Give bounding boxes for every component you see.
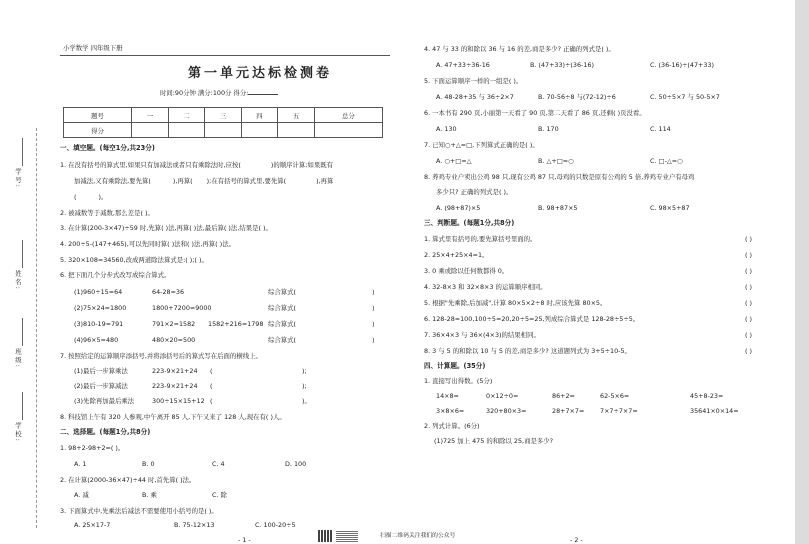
page-number-left: - 1 - xyxy=(238,536,251,544)
choice-option: B. 170 xyxy=(538,125,559,133)
score-input-cell[interactable] xyxy=(314,123,382,138)
calc-item: 62-5×6= xyxy=(600,392,630,400)
judge-bracket[interactable]: ( ) xyxy=(745,331,753,339)
calc-question-1: 1. 直接写出得数。(5分) xyxy=(424,377,493,385)
qr-code-icon xyxy=(336,530,358,542)
q6-step: 1800+7200=9000 xyxy=(152,304,212,312)
q6-label: 综合算式( xyxy=(268,288,297,296)
qr-code-icon xyxy=(318,530,332,542)
calc-item: 86+2= xyxy=(552,392,575,400)
judge-item: 7. 36×4×3 与 36×(4×3)的结果相同。 xyxy=(424,331,540,339)
calc-item: 28+7×7= xyxy=(552,407,585,415)
judge-bracket[interactable]: ( ) xyxy=(745,235,753,243)
calc-item: 35641×0×14= xyxy=(690,407,739,415)
q7-bracket: ( xyxy=(210,382,213,390)
choice-option: C. 98×5+87 xyxy=(650,204,690,212)
question-fill-2: 2. 被减数等于减数,那么差是( )。 xyxy=(60,209,154,217)
choice-option: B. 乘 xyxy=(142,491,157,499)
side-line xyxy=(22,138,23,166)
choice-option: B. △+□=○ xyxy=(538,157,574,165)
page-title: 第一单元达标检测卷 xyxy=(187,66,332,81)
question-choice-1: 1. 98+2-98+2=( )。 xyxy=(60,444,125,452)
q7-instruction: (2)最后一步算减法 xyxy=(74,382,128,390)
judge-item: 6. 128-28=100,100÷5=20,20÷5=25,列成综合算式是 128-28÷5÷5。 xyxy=(424,315,640,323)
choice-option: A. 25×17-7 xyxy=(74,521,111,529)
question-choice-4: 4. 47 与 33 的和除以 36 与 16 的差,商是多少? 正确的列式是( )。 xyxy=(424,45,615,53)
q6-step: (3)810-19=791 xyxy=(74,320,124,328)
question-choice-6: 6. 一本书有 290 页,小丽第一天看了 90 页,第二天看了 86 页,还剩( )页没看。 xyxy=(424,109,646,117)
q7-bracket: ); xyxy=(302,382,307,390)
choice-option: A. ○+□=△ xyxy=(436,157,472,165)
question-choice-2: 2. 在计算(2000-36×47)÷44 时,首先算( )法。 xyxy=(60,476,196,484)
score-cell: 得分 xyxy=(64,123,132,138)
choice-option: B. 70-56÷8 与(72-12)÷6 xyxy=(538,93,616,101)
question-fill-4: 4. 200÷5-(147+465),可以先同时算( )法和( )法,再算( )法。 xyxy=(60,240,235,248)
question-choice-8-cont: 多少只? 正确的列式是( )。 xyxy=(436,188,513,196)
calc-item: 320+80×3= xyxy=(486,407,527,415)
q7-instruction: (3)先除再加最后乘法 xyxy=(74,397,135,405)
choice-option: B. 98+87×5 xyxy=(538,204,578,212)
calc-item: 45+8-23= xyxy=(690,392,724,400)
score-input-cell[interactable] xyxy=(132,123,169,138)
section-calc-title: 四、计算题。(35分) xyxy=(424,362,486,370)
choice-option: A. 48-28+35 与 36÷2×7 xyxy=(436,93,514,101)
score-cell: 五 xyxy=(278,108,315,123)
choice-option: C. (36-16)÷(47+33) xyxy=(650,61,715,69)
question-fill-3: 3. 在计算(200-3×47)÷59 时,先算( )法,再算( )法,最后算( )法,结果是( )。 xyxy=(60,224,272,232)
side-line xyxy=(22,318,23,346)
q7-bracket: ( xyxy=(210,397,213,405)
section-judge-title: 三、判断题。(每题1分,共8分) xyxy=(424,219,515,227)
judge-bracket[interactable]: ( ) xyxy=(745,315,753,323)
choice-option: B. 75-12×13 xyxy=(174,521,215,529)
q6-step: 791×2=1582 xyxy=(152,320,196,328)
judge-item: 2. 25×4+25×4=1。 xyxy=(424,251,489,259)
q6-label: 综合算式( xyxy=(268,304,297,312)
calc-question-2: 2. 列式计算。(6分) xyxy=(424,422,480,430)
q6-label: 综合算式( xyxy=(268,320,297,328)
side-line xyxy=(22,240,23,268)
calc-item: 0×12÷0= xyxy=(486,392,519,400)
section-choice-title: 二、选择题。(每题1分,共8分) xyxy=(60,428,151,436)
choice-option: C. 100-20÷5 xyxy=(255,521,296,529)
judge-item: 1. 算式里有括号的,要先算括号里面的。 xyxy=(424,235,537,243)
q6-label: 综合算式( xyxy=(268,336,297,344)
q6-label: ) xyxy=(372,288,375,296)
exam-info: 时间:90分钟 满分:100分 得分: xyxy=(160,89,278,97)
calc-item: 7×7÷7×7= xyxy=(600,407,638,415)
q6-step: (4)96×5=480 xyxy=(74,336,119,344)
score-input-cell[interactable] xyxy=(241,123,278,138)
choice-option: C. 除 xyxy=(212,491,227,499)
question-fill-1: 1. 在没有括号的算式里,如果只有加减法或者只有乘除法时,应按( )的顺序计算;如果既有 xyxy=(60,161,334,169)
score-cell: 总分 xyxy=(314,108,382,123)
binding-line xyxy=(36,128,37,528)
question-fill-8: 8. 科技馆上午有 320 人参观,中午离开 85 人,下午又来了 128 人,现在有( )人。 xyxy=(60,413,286,421)
side-label-school: 学校: xyxy=(14,422,22,443)
q7-bracket: ); xyxy=(302,367,307,375)
q6-label: ) xyxy=(372,320,375,328)
choice-option: A. 减 xyxy=(74,491,89,499)
score-table xyxy=(63,107,383,138)
q7-expression: 223-9×21+24 xyxy=(152,382,198,390)
choice-option: B. (47+33)÷(36-16) xyxy=(530,61,594,69)
calc-item: 14×8= xyxy=(436,392,459,400)
judge-bracket[interactable]: ( ) xyxy=(745,347,753,355)
choice-option: A. 130 xyxy=(436,125,457,133)
judge-item: 8. 3 与 5 的和除以 10 与 5 的差,商是多少? 这道题列式为 3+5÷10-5。 xyxy=(424,347,631,355)
choice-option: B. 0 xyxy=(142,460,155,468)
calc-item: 3×8×6= xyxy=(436,407,465,415)
q6-step: (1)960÷15=64 xyxy=(74,288,123,296)
choice-option: A. (98+87)×5 xyxy=(436,204,481,212)
q6-step: 480×20=500 xyxy=(152,336,196,344)
score-cell: 题号 xyxy=(64,108,132,123)
score-cell: 三 xyxy=(205,108,242,123)
judge-bracket[interactable]: ( ) xyxy=(745,251,753,259)
choice-option: A. 1 xyxy=(74,460,87,468)
judge-bracket[interactable]: ( ) xyxy=(745,267,753,275)
q7-expression: 300÷15×15+12 xyxy=(152,397,205,405)
qr-caption: 扫描二维码关注我们的公众号 xyxy=(380,533,456,539)
calc-question-2-1: (1)725 加上 475 的和除以 25,商是多少? xyxy=(434,437,554,445)
q6-label: ) xyxy=(372,304,375,312)
side-label-name: 姓名: xyxy=(14,270,22,291)
score-cell: 二 xyxy=(168,108,205,123)
question-choice-3: 3. 下面算式中,先乘法后减法不需要使用小括号的是( )。 xyxy=(60,507,218,515)
q6-step: 1582+216=1798 xyxy=(208,320,264,328)
judge-item: 5. 根据"先乘除,后加减",计算 80×5×2÷8 时,应该先算 80×5。 xyxy=(424,299,607,307)
question-fill-7: 7. 按照给定的运算顺序添括号,并将添括号后的算式写在后面的横线上。 xyxy=(60,352,262,360)
side-label-student-id: 学号: xyxy=(14,168,22,189)
question-choice-7: 7. 已知○+△=□,下列算式正确的是( )。 xyxy=(424,141,539,149)
choice-option: C. 50÷5×7 与 50-5×7 xyxy=(650,93,720,101)
choice-option: A. 47+33÷36-16 xyxy=(436,61,490,69)
judge-item: 3. 0 乘或除以任何数都得 0。 xyxy=(424,267,509,275)
question-fill-6: 6. 把下面几个分步式改写成综合算式。 xyxy=(60,271,171,279)
score-input-cell[interactable] xyxy=(278,123,315,138)
judge-bracket[interactable]: ( ) xyxy=(745,283,753,291)
header-rule xyxy=(60,55,390,56)
question-fill-1-end: ( )。 xyxy=(74,193,108,201)
q7-expression: 223-9×21+24 xyxy=(152,367,198,375)
viewer-gutter xyxy=(795,0,809,544)
question-fill-5: 5. 320×108=34560,改成两道除法算式是:( );( )。 xyxy=(60,256,208,264)
judge-bracket[interactable]: ( ) xyxy=(745,299,753,307)
choice-option: D. 100 xyxy=(285,460,307,468)
q6-label: ) xyxy=(372,336,375,344)
q7-instruction: (1)最后一步算乘法 xyxy=(74,367,128,375)
q7-bracket: )。 xyxy=(302,397,311,405)
score-input-cell[interactable] xyxy=(168,123,205,138)
judge-item: 4. 32-8×3 和 32×8×3 的运算顺序相同。 xyxy=(424,283,547,291)
section-fill-blank-title: 一、填空题。(每空1分,共23分) xyxy=(60,144,155,152)
header-subject: 小学数学 四年级下册 xyxy=(63,44,123,52)
score-row-values xyxy=(64,123,383,138)
side-line xyxy=(22,392,23,420)
q7-bracket: ( xyxy=(210,367,213,375)
choice-option: C. 114 xyxy=(650,125,671,133)
question-fill-1-cont: 加减法,又有乘除法,要先算( ),再算( );在有括号的算式里,要先算( ),再算 xyxy=(74,177,334,185)
score-cell: 一 xyxy=(132,108,169,123)
score-row-header xyxy=(64,108,383,123)
question-choice-5: 5. 下面运算顺序一样的一组是( )。 xyxy=(424,77,523,85)
page-number-right: - 2 - xyxy=(570,536,583,544)
choice-option: C. □-△=○ xyxy=(650,157,683,165)
score-cell: 四 xyxy=(241,108,278,123)
q6-step: (2)75×24=1800 xyxy=(74,304,127,312)
choice-option: C. 4 xyxy=(212,460,225,468)
question-choice-8: 8. 养鸡专业户卖出公鸡 98 只,现有公鸡 87 只,母鸡的只数是原有公鸡的 5 倍,养鸡专业户有母鸡 xyxy=(424,173,695,181)
score-input-cell[interactable] xyxy=(205,123,242,138)
side-label-class: 班级: xyxy=(14,348,22,369)
q6-step: 64-28=36 xyxy=(152,288,185,296)
